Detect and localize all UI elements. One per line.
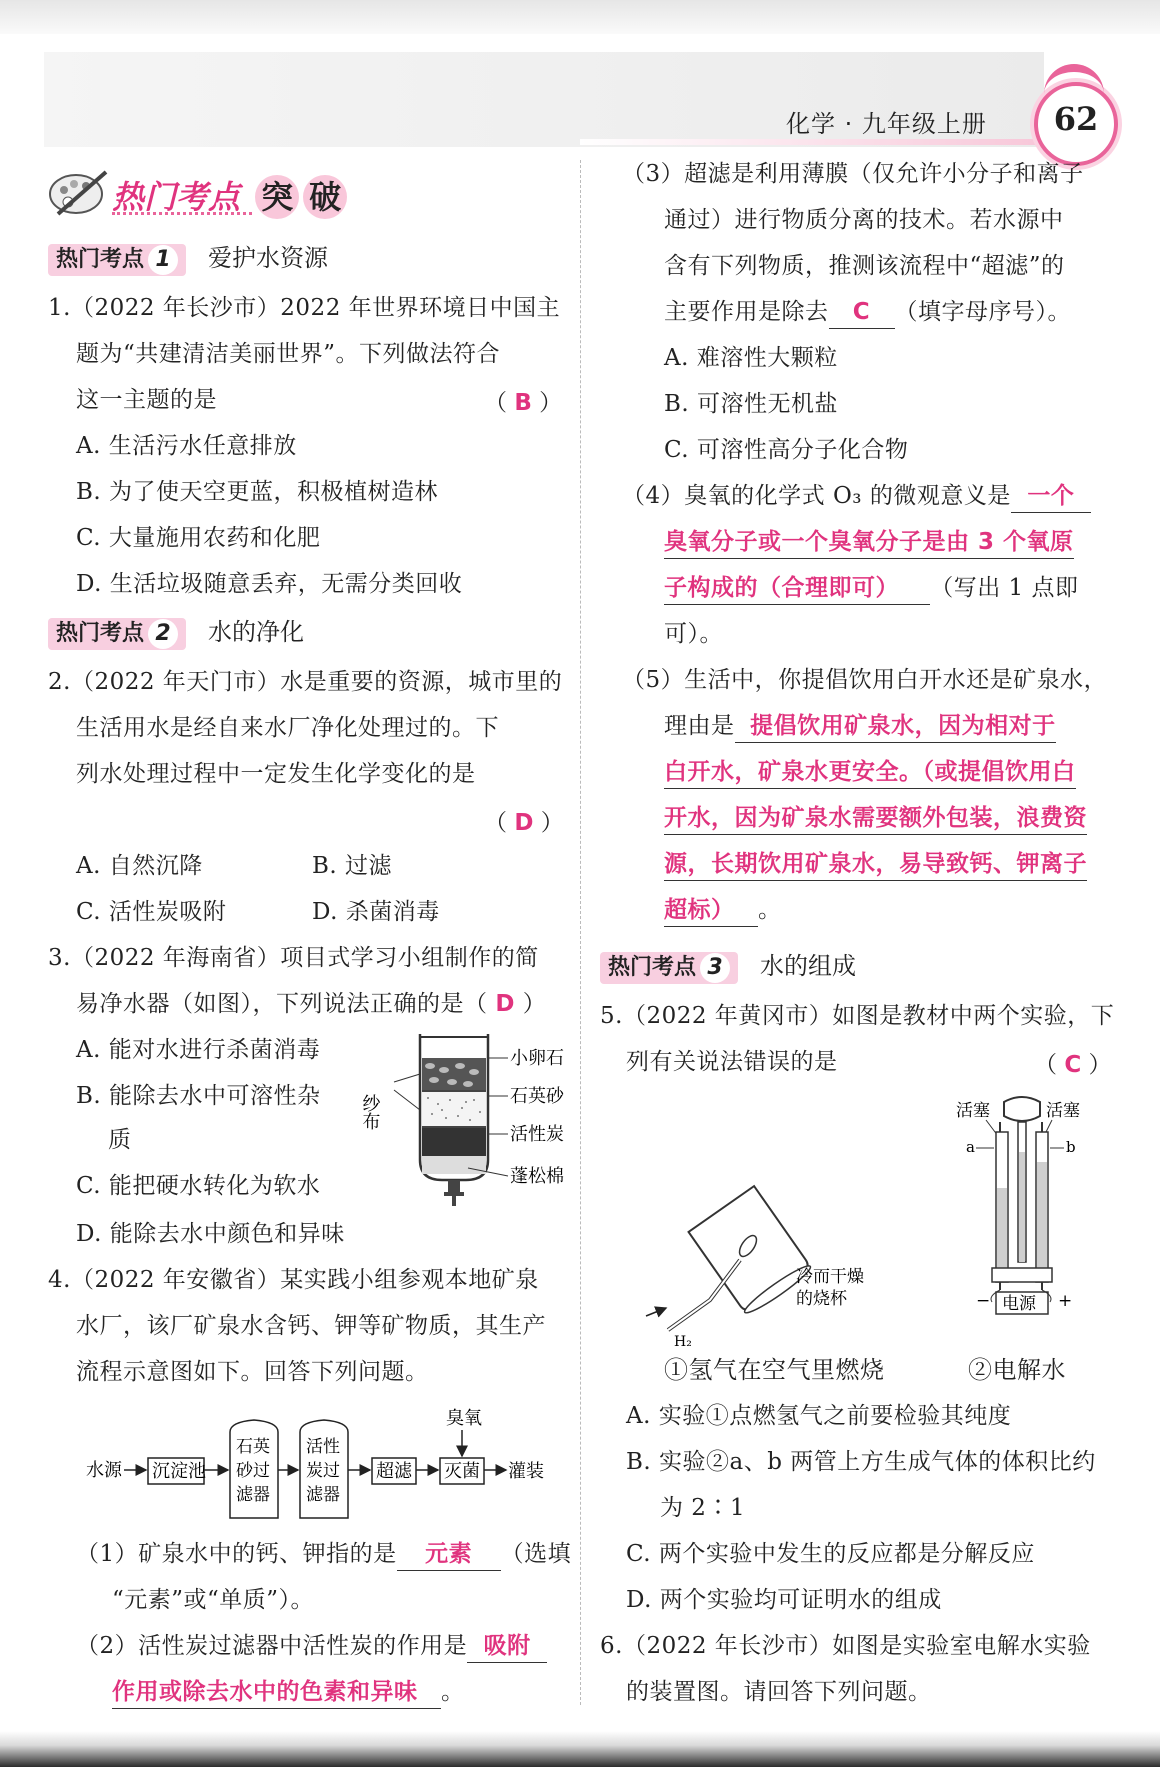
q4-stem-line-2: 水厂，该厂矿泉水含钙、钾等矿物质，其生产: [76, 1313, 546, 1339]
q4-part1-line-2: “元素”或“单质”）。: [112, 1587, 315, 1613]
flow-ozone: 臭氧: [446, 1408, 482, 1429]
label-power: 电源: [1002, 1294, 1036, 1314]
q4-part4-line-3: 子构成的（合理即可） （写出 1 点即: [664, 572, 1079, 605]
q4-part4-answer-1: 一个: [1027, 483, 1075, 509]
header-underline: [580, 139, 1050, 145]
q1-answer-bracket: （ B ）: [484, 390, 563, 416]
activated-carbon-layer: [422, 1128, 486, 1156]
label-gauze: 纱布: [359, 1094, 381, 1130]
flow-bottling: 灌装: [508, 1461, 544, 1482]
q4-part4-line-2: [664, 526, 1074, 559]
q4-part2-answer-1: 吸附: [483, 1633, 531, 1659]
q4-part5-answer-3: 开水，因为矿泉水需要额外包装，浪费资: [664, 805, 1087, 831]
flow-sterilization: 灭菌: [444, 1461, 480, 1482]
label-valve-right: 活塞: [1046, 1101, 1080, 1121]
label-h2: H₂: [674, 1334, 692, 1350]
key-point-number: 1: [148, 245, 178, 275]
flow-carbon-line-2: 炭过: [306, 1461, 340, 1481]
page-number: 62: [1053, 100, 1099, 138]
q5-stem-line-2: 列有关说法错误的是: [626, 1049, 838, 1075]
label-a: a: [966, 1138, 975, 1156]
label-quartz-sand: 石英砂: [510, 1086, 564, 1107]
q5-stem-line-1: 5.（2022 年黄冈市）如图是教材中两个实验，下: [600, 1003, 1115, 1029]
key-point-2: [48, 616, 304, 648]
label-cotton: 蓬松棉: [510, 1166, 564, 1187]
q4-part1-answer: 元素: [425, 1541, 473, 1567]
q4-part5-line-4: [664, 802, 1087, 835]
q2-answer: D: [514, 810, 534, 836]
palette-icon: [48, 166, 110, 222]
q5-option-d: D. 两个实验均可证明水的组成: [626, 1587, 942, 1613]
q5-option-a: A. 实验①点燃氢气之前要检验其纯度: [626, 1403, 1012, 1429]
q1-stem-line-3: 这一主题的是: [76, 387, 217, 413]
q4-part4-answer-2: 臭氧分子或一个臭氧分子是由 3 个氧原: [664, 529, 1074, 555]
q2-stem-line-2: 生活用水是经自来水厂净化处理过的。下: [76, 715, 499, 741]
q1-stem-line-1: 1.（2022 年长沙市）2022 年世界环境日中国主: [48, 295, 561, 321]
page-number-badge: [1034, 82, 1118, 166]
q4-part5-line-3: [664, 756, 1076, 789]
q5-answer-bracket: （ C ）: [1034, 1052, 1112, 1078]
book-title: 化学 · 九年级上册: [786, 110, 987, 138]
hydrogen-combustion-figure: [640, 1180, 900, 1350]
q2-stem-line-1: 2.（2022 年天门市）水是重要的资源，城市里的: [48, 669, 563, 695]
q3-option-c: C. 能把硬水转化为软水: [76, 1173, 321, 1199]
label-b: b: [1066, 1138, 1076, 1156]
q4-part5-line-2: 理由是 提倡饮用矿泉水，因为相对于: [664, 710, 1056, 743]
flow-quartz-line-3: 滤器: [236, 1485, 270, 1505]
q2-option-c: C. 活性炭吸附: [76, 899, 227, 925]
q1-option-d: D. 生活垃圾随意丢弃，无需分类回收: [76, 571, 463, 597]
q5-option-b-line-1: B. 实验②a、b 两管上方生成气体的体积比约: [626, 1449, 1096, 1475]
q1-stem-line-2: 题为“共建清洁美丽世界”。下列做法符合: [76, 341, 501, 367]
label-minus: −: [976, 1291, 991, 1311]
q2-option-b: B. 过滤: [312, 853, 393, 879]
section-title-c: 破: [303, 175, 347, 219]
q3-option-a: A. 能对水进行杀菌消毒: [76, 1037, 321, 1063]
flow-carbon-line-1: 活性: [306, 1437, 340, 1457]
q4-part3-line-3: 含有下列物质，推测该流程中“超滤”的: [664, 253, 1065, 279]
scan-bottom-edge: [0, 1731, 1160, 1767]
q3-stem-line-2: 易净水器（如图），下列说法正确的是（ D ）: [76, 991, 547, 1017]
q1-answer: B: [514, 390, 532, 416]
label-cold-beaker-1: 冷而干燥: [796, 1267, 864, 1287]
q1-option-b: B. 为了使天空更蓝，积极植树造林: [76, 479, 439, 505]
q4-part5-answer-2: 白开水，矿泉水更安全。（或提倡饮用白: [664, 759, 1076, 785]
section-title-b: 突: [255, 175, 299, 219]
process-flow-figure: [84, 1402, 564, 1522]
q2-answer-bracket: （ D ）: [484, 810, 564, 836]
q4-part4-line-4: 可）。: [664, 621, 723, 647]
key-point-tag: 热门考点 2: [48, 618, 186, 650]
q3-option-b-line-2: 质: [108, 1127, 132, 1153]
figure-2-caption: ②电解水: [968, 1356, 1066, 1384]
q4-part1: （1）矿泉水中的钙、钾指的是 元素 （选填: [76, 1538, 571, 1571]
flow-sedimentation: 沉淀池: [152, 1461, 206, 1482]
q4-part3-line-1: （3）超滤是利用薄膜（仅允许小分子和离子: [622, 161, 1084, 187]
q4-part5-line-6: 超标） 。: [664, 894, 781, 927]
q4-part5-answer-5: 超标）: [664, 897, 735, 923]
q3-answer: D: [495, 991, 515, 1017]
scan-top-edge: [0, 0, 1160, 34]
q1-option-a: A. 生活污水任意排放: [76, 433, 297, 459]
q4-part2-line-2: 作用或除去水中的色素和异味 。: [112, 1676, 464, 1709]
figure-1-caption: ①氢气在空气里燃烧: [664, 1356, 885, 1384]
q4-part3-line-2: 通过）进行物质分离的技术。若水源中: [664, 207, 1064, 233]
q4-part3-option-c: C. 可溶性高分子化合物: [664, 437, 909, 463]
key-point-1: [48, 242, 328, 274]
flow-ultrafiltration: 超滤: [376, 1461, 412, 1482]
water-filter-figure: [359, 1030, 568, 1210]
label-plus: +: [1058, 1291, 1073, 1311]
q4-part2: （2）活性炭过滤器中活性炭的作用是 吸附: [76, 1630, 547, 1663]
q3-option-b-line-1: B. 能除去水中可溶性杂: [76, 1083, 321, 1109]
key-point-tag: 热门考点 3: [600, 952, 738, 984]
q4-part3-option-a: A. 难溶性大颗粒: [664, 345, 838, 371]
flow-carbon-line-3: 滤器: [306, 1485, 340, 1505]
q6-stem-line-2: 的装置图。请回答下列问题。: [626, 1679, 932, 1705]
q6-stem-line-1: 6.（2022 年长沙市）如图是实验室电解水实验: [600, 1633, 1091, 1659]
label-activated-carbon: 活性炭: [510, 1124, 564, 1145]
q4-part4-answer-3: 子构成的（合理即可）: [664, 575, 899, 601]
flow-quartz-line-1: 石英: [236, 1437, 270, 1457]
quartz-sand-layer: [422, 1092, 486, 1126]
reservoir: [1004, 1097, 1040, 1121]
column-divider: [580, 160, 581, 1705]
key-point-3: [600, 950, 856, 982]
q4-part5-line-1: （5）生活中，你提倡饮用白开水还是矿泉水，: [622, 667, 1108, 693]
q3-option-d: D. 能除去水中颜色和异味: [76, 1221, 345, 1247]
key-point-topic: 水的组成: [760, 952, 857, 980]
flow-quartz-line-2: 砂过: [236, 1461, 270, 1481]
q4-part3-answer: C: [852, 299, 871, 325]
q2-option-d: D. 杀菌消毒: [312, 899, 440, 925]
key-point-number: 3: [700, 953, 730, 983]
cotton-layer: [422, 1156, 486, 1174]
q2-stem-line-3: 列水处理过程中一定发生化学变化的是: [76, 761, 476, 787]
label-valve-left: 活塞: [956, 1101, 990, 1121]
key-point-topic: 爱护水资源: [208, 244, 329, 272]
section-title-dots: [112, 212, 252, 215]
q4-part3-line-4: 主要作用是除去 C （填字母序号）。: [664, 296, 1071, 329]
key-point-number: 2: [148, 619, 178, 649]
electrolysis-figure: [940, 1092, 1100, 1332]
q1-option-c: C. 大量施用农药和化肥: [76, 525, 321, 551]
q5-option-b-line-2: 为 2∶1: [660, 1495, 746, 1521]
label-cold-beaker-2: 的烧杯: [796, 1289, 847, 1309]
q2-option-a: A. 自然沉降: [76, 853, 203, 879]
label-pebbles: 小卵石: [510, 1048, 564, 1069]
q3-stem-line-1: 3.（2022 年海南省）项目式学习小组制作的简: [48, 945, 539, 971]
q4-part5-answer-1: 提倡饮用矿泉水，因为相对于: [750, 713, 1056, 739]
q4-part3-option-b: B. 可溶性无机盐: [664, 391, 839, 417]
section-title-a: 热门考点: [112, 178, 241, 216]
q4-part5-line-5: [664, 848, 1087, 881]
q4-stem-line-1: 4.（2022 年安徽省）某实践小组参观本地矿泉: [48, 1267, 539, 1293]
q5-answer: C: [1064, 1052, 1082, 1078]
q4-part2-answer-2: 作用或除去水中的色素和异味: [112, 1679, 418, 1705]
flow-source: 水源: [86, 1460, 122, 1481]
key-point-tag: 热门考点 1: [48, 244, 186, 276]
key-point-topic: 水的净化: [208, 618, 305, 646]
q5-option-c: C. 两个实验中发生的反应都是分解反应: [626, 1541, 1035, 1567]
q4-part5-answer-4: 源，长期饮用矿泉水，易导致钙、钾离子: [664, 851, 1087, 877]
q4-stem-line-3: 流程示意图如下。回答下列问题。: [76, 1359, 429, 1385]
q4-part4-line-1: （4）臭氧的化学式 O₃ 的微观意义是 一个: [622, 480, 1091, 513]
